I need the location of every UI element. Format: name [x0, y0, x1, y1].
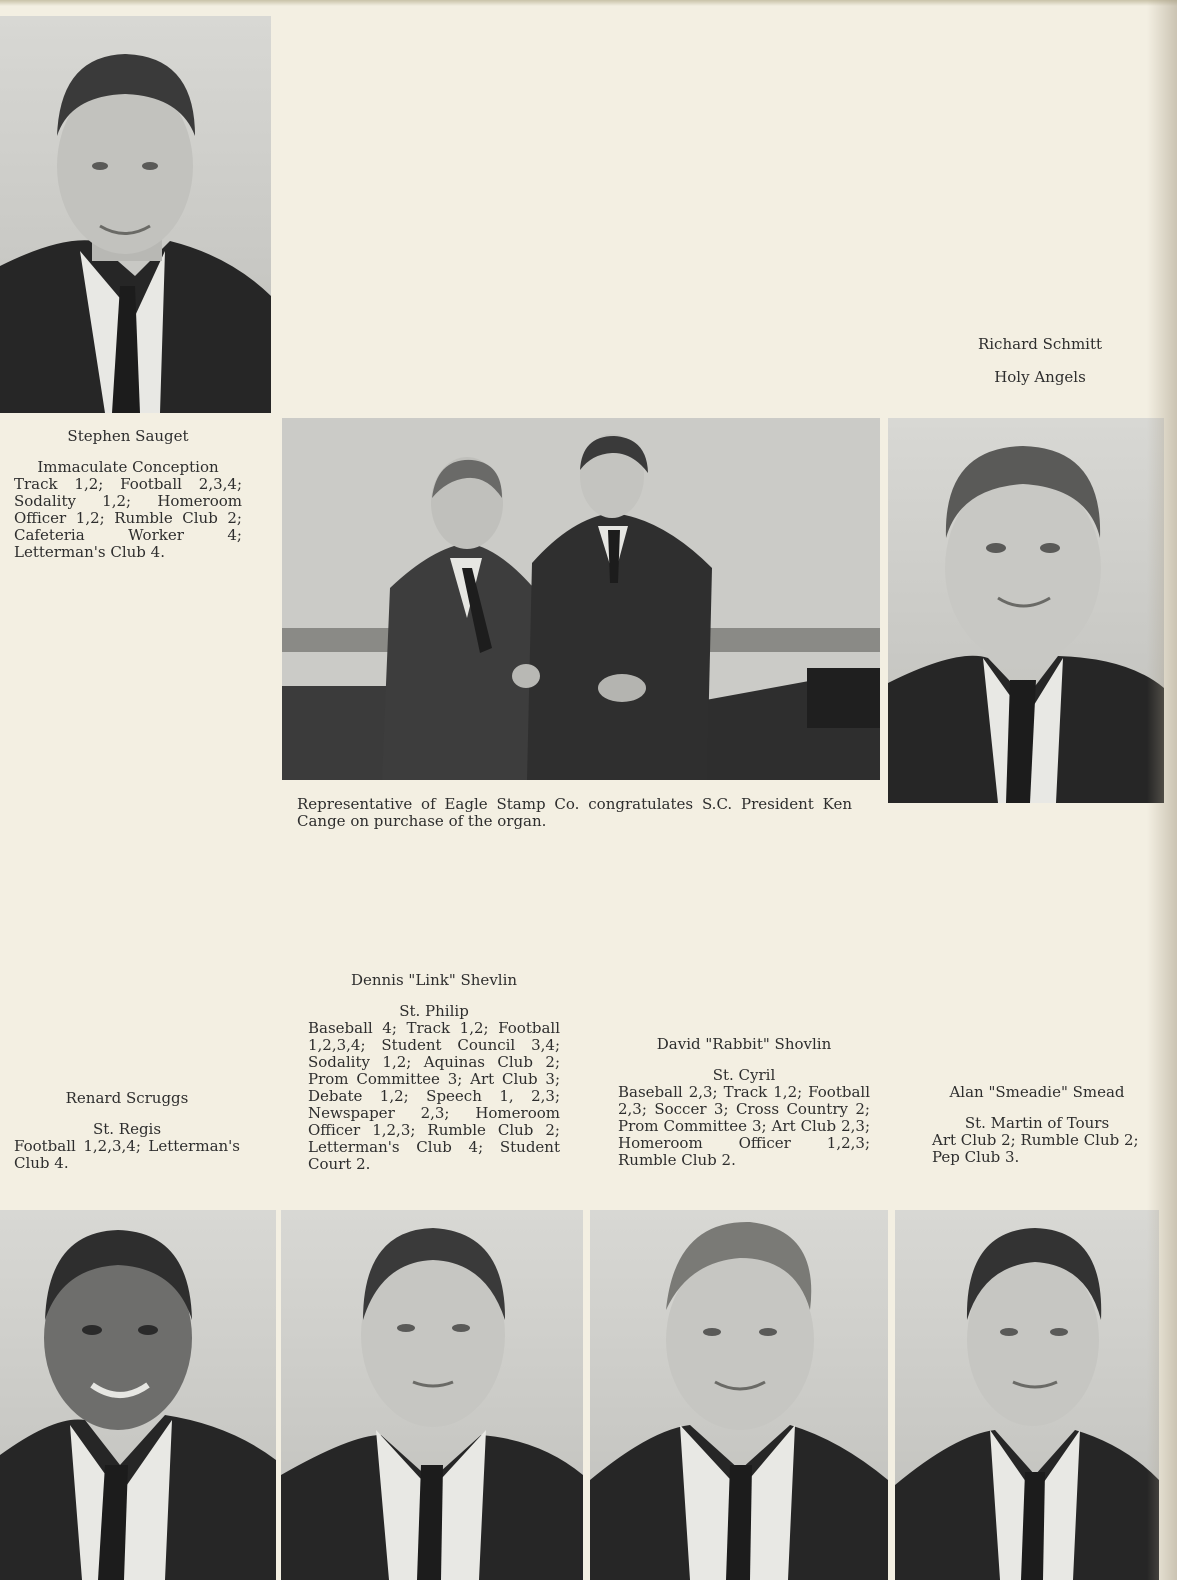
caption-renard-scruggs: [14, 1090, 240, 1172]
student-activities: Football 1,2,3,4; Letterman's Club 4.: [14, 1137, 240, 1172]
event-photo-caption: Representative of Eagle Stamp Co. congratulates S.C. President Ken Cange on purchase of the organ.: [297, 795, 852, 830]
page-binding-shadow: [1147, 0, 1177, 1580]
portrait-dennis-shevlin: [281, 1210, 583, 1580]
event-photo-handshake: [282, 418, 880, 780]
student-school: St. Cyril: [712, 1066, 776, 1084]
student-name: Alan "Smeadie" Smead: [949, 1083, 1125, 1101]
student-school: Immaculate Conception: [37, 458, 219, 476]
caption-dennis-shevlin: [308, 972, 560, 1173]
caption-alan-smead: [932, 1084, 1142, 1166]
student-name: Stephen Sauget: [67, 427, 189, 445]
portrait-richard-schmitt: [888, 418, 1164, 803]
student-activities: Track 1,2; Football 2,3,4; Sodality 1,2; Homeroom Officer 1,2; Rumble Club 2; Cafeteria Worker 4; Letterman's Club 4.: [14, 475, 242, 561]
student-name: Richard Schmitt: [977, 335, 1103, 353]
portrait-renard-scruggs: [0, 1210, 276, 1580]
student-school: St. Regis: [92, 1120, 162, 1138]
caption-richard-schmitt: [950, 336, 1130, 386]
portrait-alan-smead: [895, 1210, 1159, 1580]
student-name: Dennis "Link" Shevlin: [350, 971, 518, 989]
page-top-edge: [0, 0, 1177, 6]
student-activities: Baseball 4; Track 1,2; Football 1,2,3,4; Student Council 3,4; Sodality 1,2; Aquinas Club 2; Prom Committee 3; Art Club 3; Debate 1,2; Speech 1, 2,3; Newspaper 2,3; Homeroom Officer 1,2,3; Rumble Club 2; Letterman's Club 4; Student Court 2.: [308, 1019, 560, 1173]
portrait-david-shovlin: [590, 1210, 888, 1580]
caption-david-shovlin: [618, 1036, 870, 1169]
student-activities: Baseball 2,3; Track 1,2; Football 2,3; Soccer 3; Cross Country 2; Prom Committee 3; Art Club 2,3; Homeroom Officer 1,2,3; Rumble Club 2.: [618, 1083, 870, 1169]
student-name: David "Rabbit" Shovlin: [656, 1035, 832, 1053]
student-name: Renard Scruggs: [65, 1089, 189, 1107]
portrait-stephen-sauget: [0, 16, 271, 413]
student-activities: Art Club 2; Rumble Club 2; Pep Club 3.: [932, 1131, 1139, 1166]
student-school: St. Philip: [399, 1002, 469, 1020]
student-school: Holy Angels: [994, 368, 1086, 386]
caption-stephen-sauget: [14, 428, 242, 561]
student-school: St. Martin of Tours: [964, 1114, 1110, 1132]
